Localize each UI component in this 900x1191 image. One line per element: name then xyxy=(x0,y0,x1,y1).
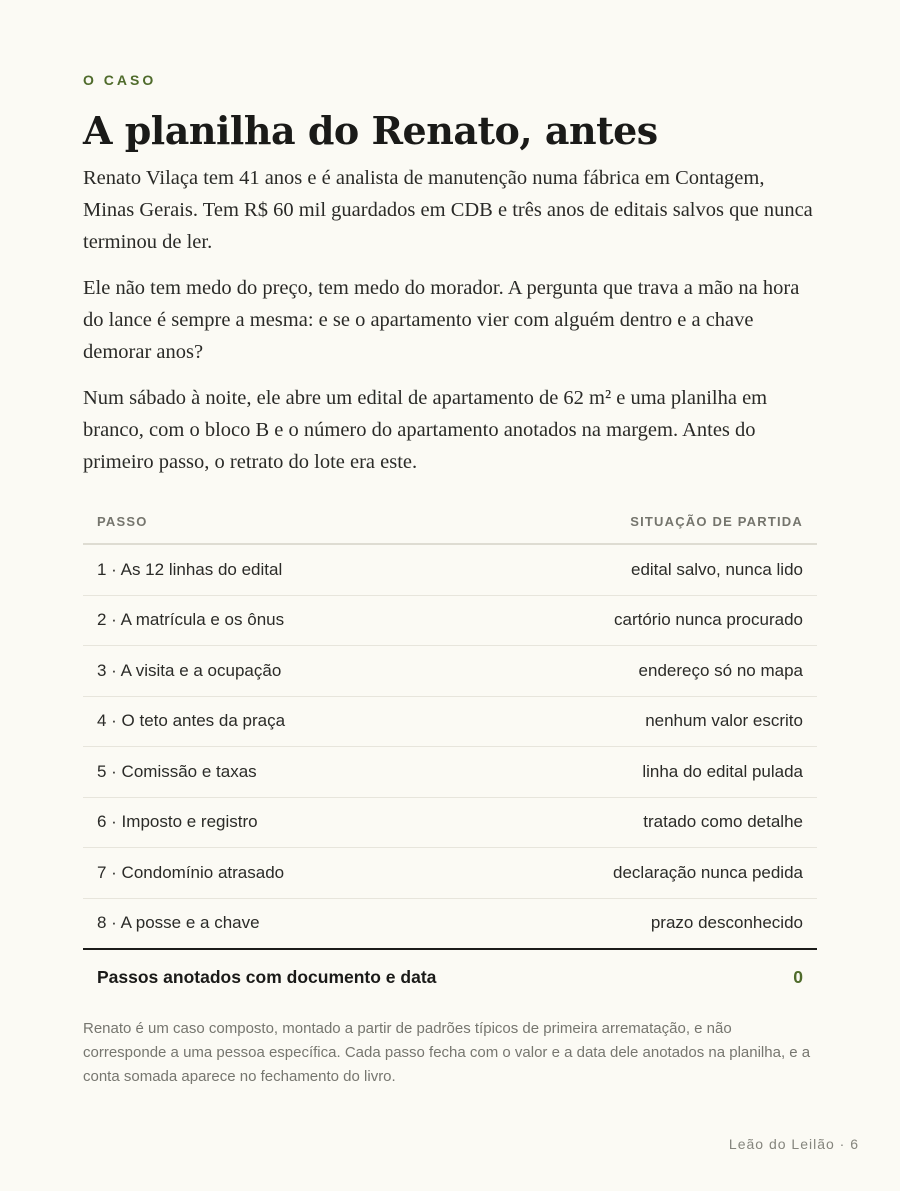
column-header-step: PASSO xyxy=(97,514,148,529)
table-row xyxy=(83,646,817,697)
step-cell: 2 · A matrícula e os ônus xyxy=(97,610,285,630)
step-cell: 4 · O teto antes da praça xyxy=(97,711,286,731)
step-cell: 1 · As 12 linhas do edital xyxy=(97,559,283,579)
step-cell: 6 · Imposto e registro xyxy=(97,812,258,832)
status-cell: cartório nunca procurado xyxy=(613,610,803,630)
table-row xyxy=(83,798,817,849)
step-cell: 5 · Comissão e taxas xyxy=(97,761,257,781)
paragraph: Ele não tem medo do preço, tem medo do morador. A pergunta que trava a mão na hora do lance é sempre a mesma: e se o apartamento vier com alguém dentro e a chave demorar anos? xyxy=(83,277,800,363)
status-cell: endereço só no mapa xyxy=(638,660,803,680)
table-row xyxy=(83,747,817,798)
table-row xyxy=(83,596,817,647)
total-value: 0 xyxy=(793,966,803,987)
paragraph: Num sábado à noite, ele abre um edital de apartamento de 62 m² e uma planilha em branco, com o bloco B e o número do apartamento anotados na margem. Antes do primeiro passo, o retrato do lote era este. xyxy=(83,387,768,473)
status-cell: linha do edital pulada xyxy=(642,761,803,781)
step-cell: 8 · A posse e a chave xyxy=(97,913,260,933)
section-eyebrow: O CASO xyxy=(83,72,157,88)
total-label: Passos anotados com documento e data xyxy=(97,966,437,987)
step-cell: 3 · A visita e a ocupação xyxy=(97,660,282,680)
status-cell: nenhum valor escrito xyxy=(645,711,803,731)
table-row xyxy=(83,545,817,596)
page-title: A planilha do Renato, antes xyxy=(83,108,658,153)
page-footer: Leão do Leilão · 6 xyxy=(728,1136,859,1152)
paragraph: Renato Vilaça tem 41 anos e é analista de manutenção numa fábrica em Contagem, Minas Gerais. Tem R$ 60 mil guardados em CDB e três anos de editais salvos que nunca terminou de ler. xyxy=(83,167,813,253)
step-cell: 7 · Condomínio atrasado xyxy=(97,862,285,882)
steps-table xyxy=(83,500,817,1004)
body-text xyxy=(83,162,817,492)
table-row xyxy=(83,848,817,899)
status-cell: tratado como detalhe xyxy=(643,812,803,832)
table-row xyxy=(83,899,817,951)
status-cell: prazo desconhecido xyxy=(650,913,803,933)
table-header xyxy=(83,500,817,545)
table-total-row xyxy=(83,950,817,1004)
status-cell: edital salvo, nunca lido xyxy=(630,559,803,579)
status-cell: declaração nunca pedida xyxy=(613,862,803,882)
table-row xyxy=(83,697,817,748)
column-header-status: SITUAÇÃO DE PARTIDA xyxy=(630,514,803,529)
footnote: Renato é um caso composto, montado a partir de padrões típicos de primeira arrematação, e não corresponde a uma pessoa específica. Cada passo fecha com o valor e a data dele anotados na planilha, e a conta somada aparece no fechamento do livro. xyxy=(83,1020,811,1085)
